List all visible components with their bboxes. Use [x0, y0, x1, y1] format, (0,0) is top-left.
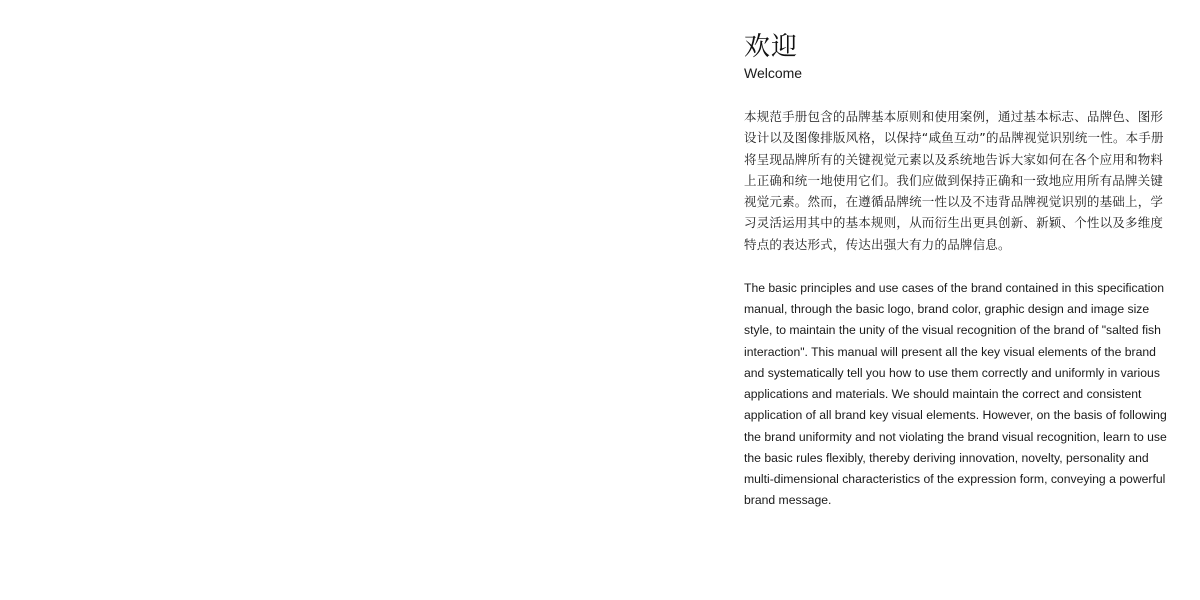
page-title-en: Welcome — [744, 65, 803, 81]
page-title-zh: 欢迎 — [744, 32, 799, 62]
welcome-section — [744, 30, 1174, 511]
intro-paragraph-en: The basic principles and use cases of the brand contained in this specification manual, through the basic logo, brand color, graphic design and image size style, to maintain the unity of the visual recognition of the brand of "salted fish interaction". This manual will present all the key visual elements of the brand and systematically tell you how to use them correctly and uniformly in various applications and materials. We should maintain the correct and consistent application of all brand key visual elements. However, on the basis of following the brand uniformity and not violating the brand visual recognition, learn to use the basic rules flexibly, thereby deriving innovation, novelty, personality and multi-dimensional characteristics of the expression form, conveying a powerful brand message. — [744, 281, 1167, 508]
intro-paragraph-zh: 本规范手册包含的品牌基本原则和使用案例，通过基本标志、品牌色、图形设计以及图像排版风格，以保持“咸鱼互动”的品牌视觉识别统一性。本手册将呈现品牌所有的关键视觉元素以及系统地告诉大家如何在各个应用和物料上正确和统一地使用它们。我们应做到保持正确和一致地应用所有品牌关键视觉元素。然而，在遵循品牌统一性以及不违背品牌视觉识别的基础上，学习灵活运用其中的基本规则，从而衍生出更具创新、新颖、个性以及多维度特点的表达形式，传达出强大有力的品牌信息。 — [744, 109, 1164, 252]
